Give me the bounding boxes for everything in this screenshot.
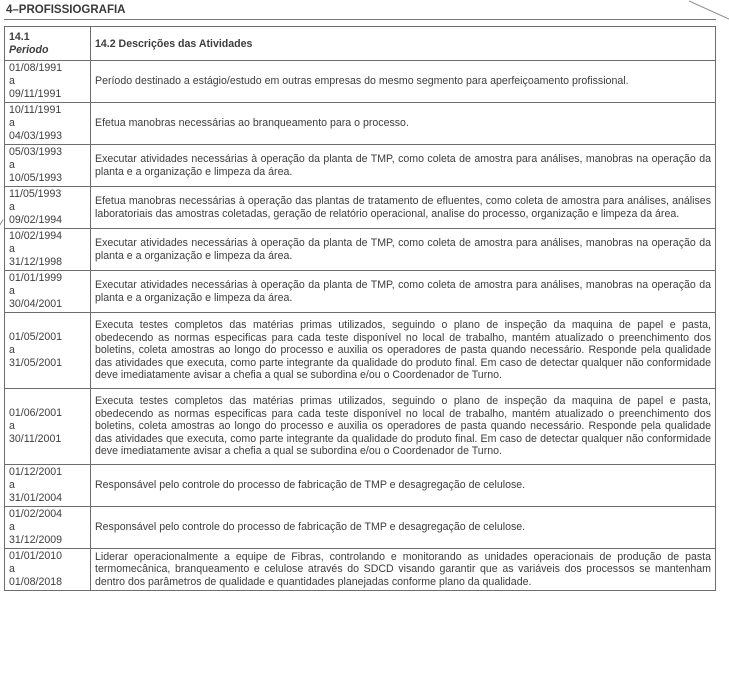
page-corner-line [689,0,729,20]
period-end: 04/03/1993 [9,130,63,142]
period-sep: a [9,420,15,432]
table-row [5,271,716,313]
header-period-cell [5,27,91,61]
period-cell [5,271,91,313]
section-title: 4–PROFISSIOGRAFIA [4,2,716,20]
period-sep: a [9,75,15,87]
margin-pen-mark: ⁄ [0,217,3,231]
period-start: 01/12/2001 [9,466,63,478]
period-start: 10/02/1994 [9,230,63,242]
table-row [5,549,716,591]
period-sep: a [9,117,15,129]
period-start: 01/06/2001 [9,407,63,419]
period-start: 01/08/1991 [9,62,63,74]
period-start: 10/11/1991 [9,104,62,116]
activity-description: Executar atividades necessárias à operação da planta de TMP, como coleta de amostra para análises, manobras na operação da planta e a organização e limpeza da área. [91,271,716,313]
period-cell [5,549,91,591]
period-start: 01/05/2001 [9,331,63,343]
period-sep: a [9,344,15,356]
profissiografia-table [4,26,716,591]
table-row [5,313,716,389]
period-sep: a [9,521,15,533]
period-cell [5,187,91,229]
period-sep: a [9,243,15,255]
period-end: 31/05/2001 [9,357,63,369]
period-end: 31/12/2009 [9,534,63,546]
period-cell [5,103,91,145]
period-end: 31/01/2004 [9,492,63,504]
period-cell [5,145,91,187]
table-row [5,187,716,229]
activity-description: Efetua manobras necessárias ao branqueamento para o processo. [91,103,716,145]
period-start: 01/01/1999 [9,272,63,284]
period-cell [5,313,91,389]
activity-description: Período destinado a estágio/estudo em outras empresas do mesmo segmento para aperfeiçoamento profissional. [91,61,716,103]
period-start: 05/03/1993 [9,146,63,158]
activity-description: Executar atividades necessárias à operação da planta de TMP, como coleta de amostra para análises, manobras na operação da planta e a organização e limpeza da área. [91,145,716,187]
activity-description: Executa testes completos das matérias primas utilizados, seguindo o plano de inspeção da maquina de papel e pasta, obedecendo as normas especificas para cada teste disponível no local de trabalho, mantém atualizado o preenchimento dos boletins, coleta amostras ao longo do processo e auxilia os operadores de pasta quando necessário. Responde pela qualidade das atividades que executa, como parte integrante da qualidade do produto final. Em caso de detectar qualquer não conformidade deve imediatamente avisar a chefia a qual se subordina e/ou o Coordenador de Turno. [91,313,716,389]
period-end: 01/08/2018 [9,576,63,588]
table-header-row [5,27,716,61]
activity-description: Executar atividades necessárias à operação da planta de TMP, como coleta de amostra para análises, manobras na operação da planta e a organização e limpeza da área. [91,229,716,271]
header-description-cell: 14.2 Descrições das Atividades [91,27,716,61]
table-row [5,229,716,271]
table-row [5,61,716,103]
activity-description: Liderar operacionalmente a equipe de Fibras, controlando e monitorando as unidades operacionais de produção de pasta termomecânica, branqueamento e celulose através do SDCD visando garantir que as variáveis dos processos se mantenham dentro dos parâmetros de qualidade e quantidades planejadas conforme plano da qualidade. [91,549,716,591]
period-cell [5,229,91,271]
table-row [5,389,716,465]
table-row [5,145,716,187]
period-cell [5,61,91,103]
header-period-number: 14.1 [9,30,30,43]
period-end: 09/11/1991 [9,88,62,100]
period-sep: a [9,563,15,575]
activity-description: Efetua manobras necessárias à operação das plantas de tratamento de efluentes, como coleta de amostra para análises, análises laboratoriais das amostras coletadas, geração de relatório operacional, analise do processo, organização e limpeza da área. [91,187,716,229]
period-end: 09/02/1994 [9,214,63,226]
period-cell [5,389,91,465]
activity-description: Responsável pelo controle do processo de fabricação de TMP e desagregação de celulose. [91,465,716,507]
activity-description: Executa testes completos das matérias primas utilizados, seguindo o plano de inspeção da maquina de papel e pasta, obedecendo as normas especificas para cada teste disponível no local de trabalho, mantém atualizado o preenchimento dos boletins, coleta amostras ao longo do processo e auxilia os operadores de pasta quando necessário. Responde pela qualidade das atividades que executa, como parte integrante da qualidade do produto final. Em caso de detectar qualquer não conformidade deve imediatamente avisar a chefia a qual se subordina e/ou o Coordenador de Turno. [91,389,716,465]
period-end: 30/11/2001 [9,433,62,445]
period-sep: a [9,159,15,171]
period-start: 01/01/2010 [9,550,63,562]
period-cell [5,465,91,507]
period-end: 30/04/2001 [9,298,63,310]
table-row [5,103,716,145]
period-sep: a [9,201,15,213]
period-sep: a [9,479,15,491]
header-period-label: Periodo [9,43,49,56]
period-start: 11/05/1993 [9,188,62,200]
activity-description: Responsável pelo controle do processo de fabricação de TMP e desagregação de celulose. [91,507,716,549]
period-start: 01/02/2004 [9,508,63,520]
period-end: 31/12/1998 [9,256,63,268]
period-cell [5,507,91,549]
period-end: 10/05/1993 [9,172,63,184]
table-row [5,465,716,507]
table-row [5,507,716,549]
period-sep: a [9,285,15,297]
